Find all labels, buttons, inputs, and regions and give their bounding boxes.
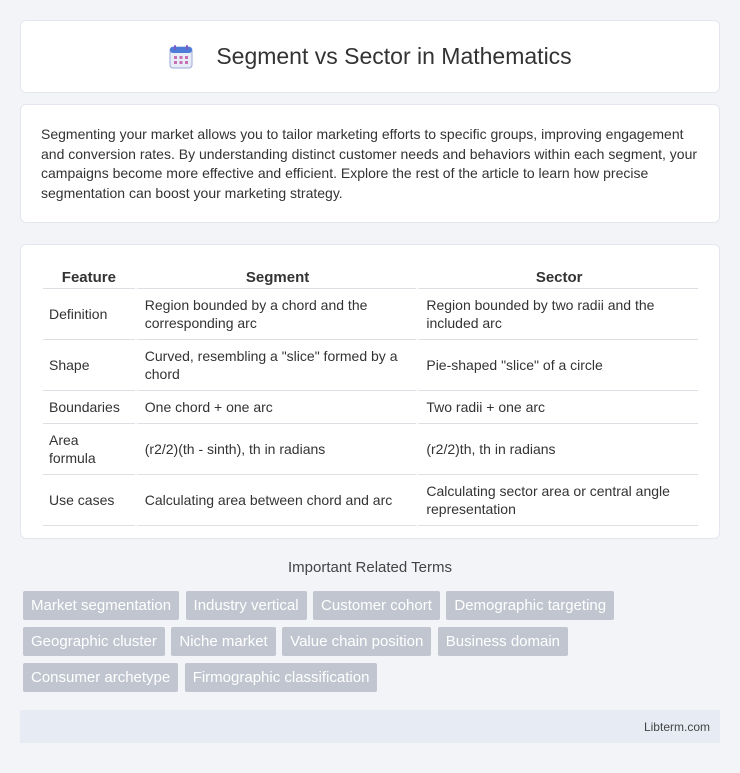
term-tag[interactable]: Consumer archetype xyxy=(23,663,178,692)
header-card xyxy=(20,20,720,93)
row-sector: Region bounded by two radii and the included arc xyxy=(416,289,698,340)
table-header-row xyxy=(43,265,698,289)
related-terms-list xyxy=(23,591,723,699)
comparison-table xyxy=(43,265,698,526)
table-row xyxy=(43,340,698,391)
term-tag[interactable]: Market segmentation xyxy=(23,591,179,620)
row-feature: Boundaries xyxy=(43,391,135,424)
term-tag[interactable]: Industry vertical xyxy=(186,591,307,620)
footer xyxy=(20,710,720,743)
intro-card xyxy=(20,104,720,223)
table-row xyxy=(43,424,698,475)
column-header-sector: Sector xyxy=(416,265,698,289)
term-tag[interactable]: Firmographic classification xyxy=(185,663,378,692)
term-tag[interactable]: Demographic targeting xyxy=(446,591,614,620)
row-sector: (r2/2)th, th in radians xyxy=(416,424,698,475)
row-feature: Definition xyxy=(43,289,135,340)
row-sector: Calculating sector area or central angle representation xyxy=(416,475,698,526)
table-row xyxy=(43,289,698,340)
row-segment: One chord + one arc xyxy=(135,391,417,424)
term-tag[interactable]: Value chain position xyxy=(282,627,431,656)
term-tag[interactable]: Business domain xyxy=(438,627,568,656)
intro-text: Segmenting your market allows you to tailor marketing efforts to specific groups, improving engagement and conversion rates. By understanding distinct customer needs and behaviors within each segment, your campaigns become more effective and efficient. Explore the rest of the article to learn how precise segmentation can boost your marketing strategy. xyxy=(41,126,698,201)
table-row xyxy=(43,475,698,526)
row-feature: Area formula xyxy=(43,424,135,475)
row-feature: Use cases xyxy=(43,475,135,526)
term-tag[interactable]: Customer cohort xyxy=(313,591,440,620)
row-segment: Curved, resembling a "slice" formed by a chord xyxy=(135,340,417,391)
row-sector: Pie-shaped "slice" of a circle xyxy=(416,340,698,391)
term-tag[interactable]: Geographic cluster xyxy=(23,627,165,656)
comparison-table-card xyxy=(20,244,720,539)
row-segment: Region bounded by a chord and the corresponding arc xyxy=(135,289,417,340)
table-row xyxy=(43,391,698,424)
related-terms-title: Important Related Terms xyxy=(288,559,452,576)
column-header-feature: Feature xyxy=(43,265,135,289)
calendar-grid-icon xyxy=(168,44,194,70)
column-header-segment: Segment xyxy=(135,265,417,289)
footer-site-link[interactable]: Libterm.com xyxy=(643,719,710,734)
row-segment: (r2/2)(th - sinth), th in radians xyxy=(135,424,417,475)
row-feature: Shape xyxy=(43,340,135,391)
row-segment: Calculating area between chord and arc xyxy=(135,475,417,526)
term-tag[interactable]: Niche market xyxy=(171,627,275,656)
page-title: Segment vs Sector in Mathematics xyxy=(216,43,572,69)
row-sector: Two radii + one arc xyxy=(416,391,698,424)
